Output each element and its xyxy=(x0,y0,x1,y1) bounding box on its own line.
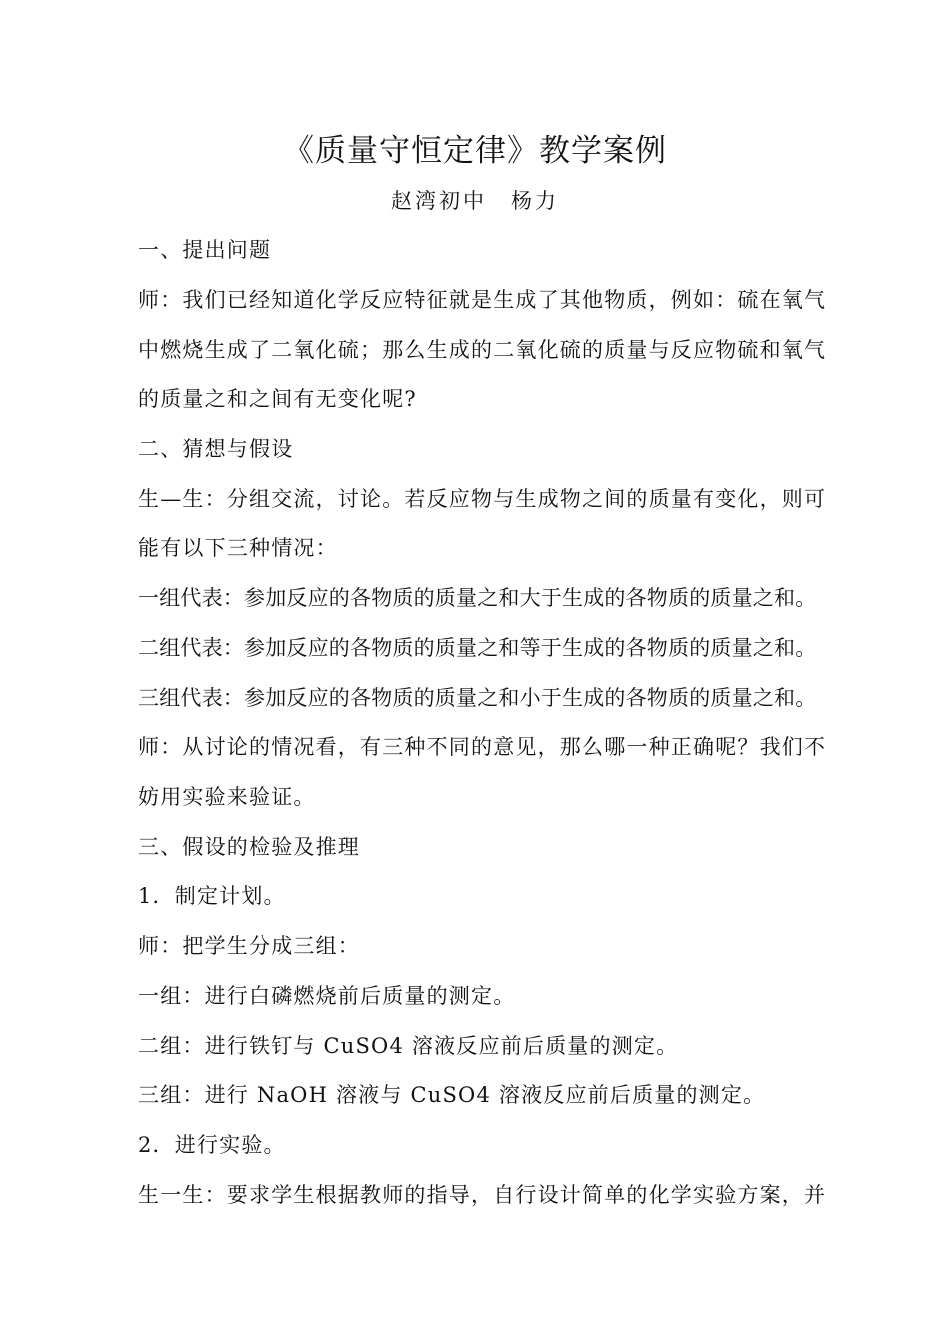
paragraph-line: 一组：进行白磷燃烧前后质量的测定。 xyxy=(138,984,516,1008)
paragraph-line: 的质量之和之间有无变化呢? xyxy=(138,387,417,411)
paragraph-line: 妨用实验来验证。 xyxy=(138,785,316,809)
paragraph-line: 生一生：要求学生根据教师的指导，自行设计简单的化学实验方案，并 xyxy=(138,1183,827,1207)
numbered-step: 1．制定计划。 xyxy=(138,884,286,908)
section-heading-2: 二、猜想与假设 xyxy=(138,437,294,461)
paragraph-line: 师：我们已经知道化学反应特征就是生成了其他物质，例如：硫在氧气 xyxy=(138,288,827,312)
paragraph-line: 三组代表：参加反应的各物质的质量之和小于生成的各物质的质量之和。 xyxy=(138,686,817,710)
section-heading-1: 一、提出问题 xyxy=(138,238,272,262)
document-title: 《质量守恒定律》教学案例 xyxy=(283,133,667,169)
section-heading-3: 三、假设的检验及推理 xyxy=(138,835,360,859)
paragraph-line: 生—生：分组交流，讨论。若反应物与生成物之间的质量有变化，则可 xyxy=(138,487,827,511)
paragraph-line: 一组代表：参加反应的各物质的质量之和大于生成的各物质的质量之和。 xyxy=(138,586,817,610)
paragraph-line: 师：把学生分成三组： xyxy=(138,934,360,958)
paragraph-line: 二组：进行铁钉与 CuSO4 溶液反应前后质量的测定。 xyxy=(138,1034,679,1058)
paragraph-line: 能有以下三种情况： xyxy=(138,536,338,560)
paragraph-line: 师：从讨论的情况看，有三种不同的意见，那么哪一种正确呢？我们不 xyxy=(138,735,827,759)
author-byline: 赵湾初中 杨力 xyxy=(391,189,559,213)
paragraph-line: 三组：进行 NaOH 溶液与 CuSO4 溶液反应前后质量的测定。 xyxy=(138,1083,766,1107)
paragraph-line: 中燃烧生成了二氧化硫；那么生成的二氧化硫的质量与反应物硫和氧气 xyxy=(138,338,827,362)
numbered-step: 2．进行实验。 xyxy=(138,1133,286,1157)
paragraph-line: 二组代表：参加反应的各物质的质量之和等于生成的各物质的质量之和。 xyxy=(138,636,817,660)
